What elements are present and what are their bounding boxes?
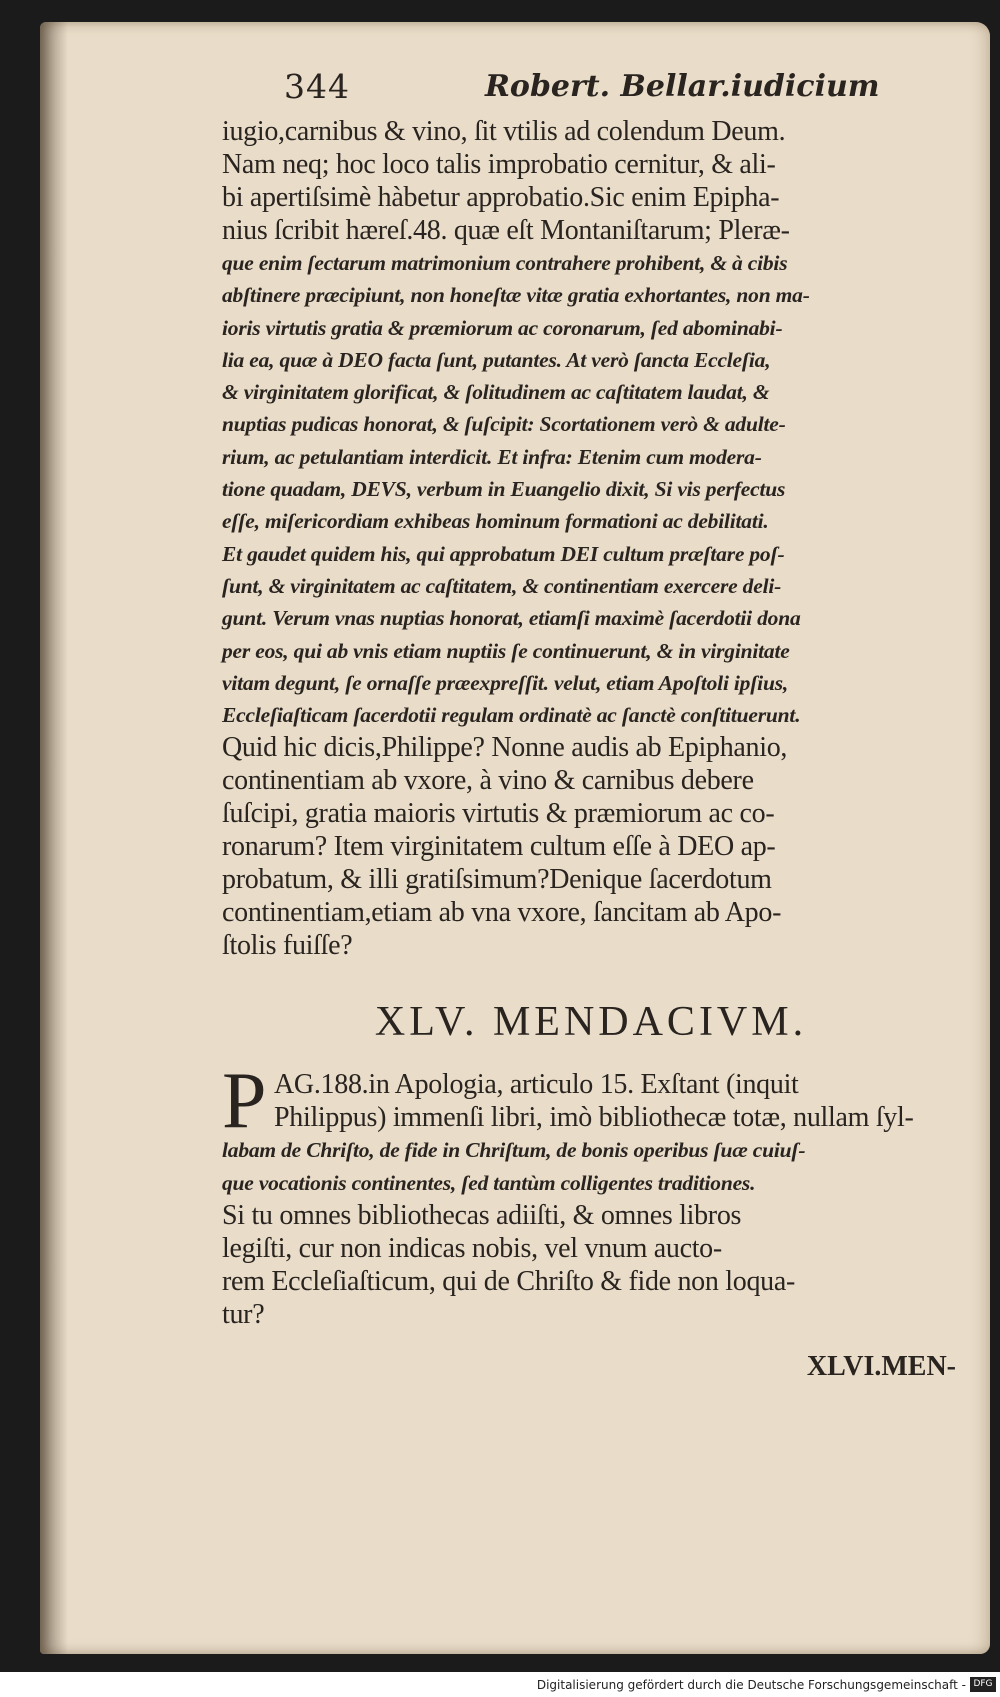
section-heading: XLV. MENDACIVM. (374, 999, 808, 1046)
dfg-logo: DFG (970, 1677, 996, 1692)
text-line: tione quadam, DEVS, verbum in Euangelio dixit, Si vis perfectus (222, 477, 786, 502)
text-line: ſtolis fuiſſe? (222, 930, 353, 962)
text-line: ſunt, & virginitatem ac caſtitatem, & continentiam exercere deli- (222, 573, 782, 598)
text-line: tur? (222, 1299, 265, 1331)
text-line: Et gaudet quidem his, qui approbatum DEI cultum præſtare poſ- (222, 541, 785, 566)
text-line: Philippus) immenſi libri, imò bibliothecæ totæ, nullam ſyl- (274, 1102, 914, 1134)
running-title: Robert. Bellar.iudicium (485, 69, 880, 104)
text-line: nius ſcribit hæreſ.48. quæ eſt Montaniſtarum; Pleræ- (222, 215, 790, 246)
text-line: que enim ſectarum matrimonium contrahere prohibent, & à cibis (222, 251, 788, 275)
text-line: Quid hic dicis,Philippe? Nonne audis ab Epiphanio, (222, 732, 788, 764)
page-number: 344 (284, 67, 350, 106)
text-line: gunt. Verum vnas nuptias honorat, etiamſi maximè ſacerdotii dona (222, 606, 801, 631)
text-line: que vocationis continentes, ſed tantùm colligentes traditiones. (222, 1170, 756, 1195)
text-line: Eccleſiaſticam ſacerdotii regulam ordinatè ac ſanctè conſtituerunt. (222, 703, 801, 728)
paragraph-2 (222, 1057, 960, 1331)
text-line: per eos, qui ab vnis etiam nuptiis ſe continuerunt, & in virginitate (222, 638, 790, 663)
catchword: XLVI.MEN- (806, 1351, 956, 1383)
page-gutter-shadow (40, 22, 68, 1654)
text-line: continentiam ab vxore, à vino & carnibus debere (222, 765, 754, 797)
text-line: Si tu omnes bibliothecas adiiſti, & omnes libros (222, 1200, 742, 1232)
text-line: rem Eccleſiaſticum, qui de Chriſto & fide non loqua- (222, 1266, 796, 1298)
digitization-footer (0, 1675, 1000, 1697)
text-line: ioris virtutis gratia & præmiorum ac coronarum, ſed abominabi- (222, 315, 783, 340)
text-line: iugio,carnibus & vino, ſit vtilis ad colendum Deum. (222, 116, 786, 147)
text-line: rium, ac petulantiam interdicit. Et infra: Etenim cum modera- (222, 444, 762, 469)
text-line: & virginitatem glorificat, & ſolitudinem ac caſtitatem laudat, & (222, 380, 770, 405)
text-line: AG.188.in Apologia, articulo 15. Exſtant (inquit (274, 1069, 799, 1101)
text-line: vitam degunt, ſe ornaſſe præexpreſſit. velut, etiam Apoſtoli ipſius, (222, 670, 789, 695)
text-line: ronarum? Item virginitatem cultum eſſe à DEO ap- (222, 831, 776, 863)
text-line: abſtinere præcipiunt, non honeſtæ vitæ gratia exhortantes, non ma- (222, 283, 810, 308)
paragraph-1 (222, 115, 960, 962)
text-line: probatum, & illi gratiſsimum?Denique ſacerdotum (222, 864, 772, 896)
footer-credit: Digitalisierung gefördert durch die Deutsche Forschungsgemeinschaft - (536, 1678, 966, 1692)
drop-cap: P (222, 1057, 267, 1146)
text-line: continentiam,etiam ab vna vxore, ſancitam ab Apo- (222, 897, 782, 929)
paragraph-2-lines (222, 1057, 960, 1331)
page-text (222, 55, 960, 1383)
text-line: eſſe, miſericordiam exhibeas hominum formationi ac debilitati. (222, 509, 769, 534)
text-line: bi apertiſsimè hàbetur approbatio.Sic enim Epipha- (222, 182, 780, 213)
text-line: labam de Chriſto, de fide in Chriſtum, de bonis operibus ſuæ cuiuſ- (222, 1138, 806, 1163)
text-line: ſuſcipi, gratia maioris virtutis & præmiorum ac co- (222, 798, 775, 830)
page-header (222, 55, 960, 115)
text-line: Nam neq; hoc loco talis improbatio cernitur, & ali- (222, 149, 776, 180)
text-line: nuptias pudicas honorat, & ſuſcipit: Scortationem verò & adulte- (222, 412, 786, 437)
text-line: legiſti, cur non indicas nobis, vel vnum aucto- (222, 1233, 722, 1265)
text-line: lia ea, quæ à DEO facta ſunt, putantes. At verò ſancta Eccleſia, (222, 347, 771, 372)
